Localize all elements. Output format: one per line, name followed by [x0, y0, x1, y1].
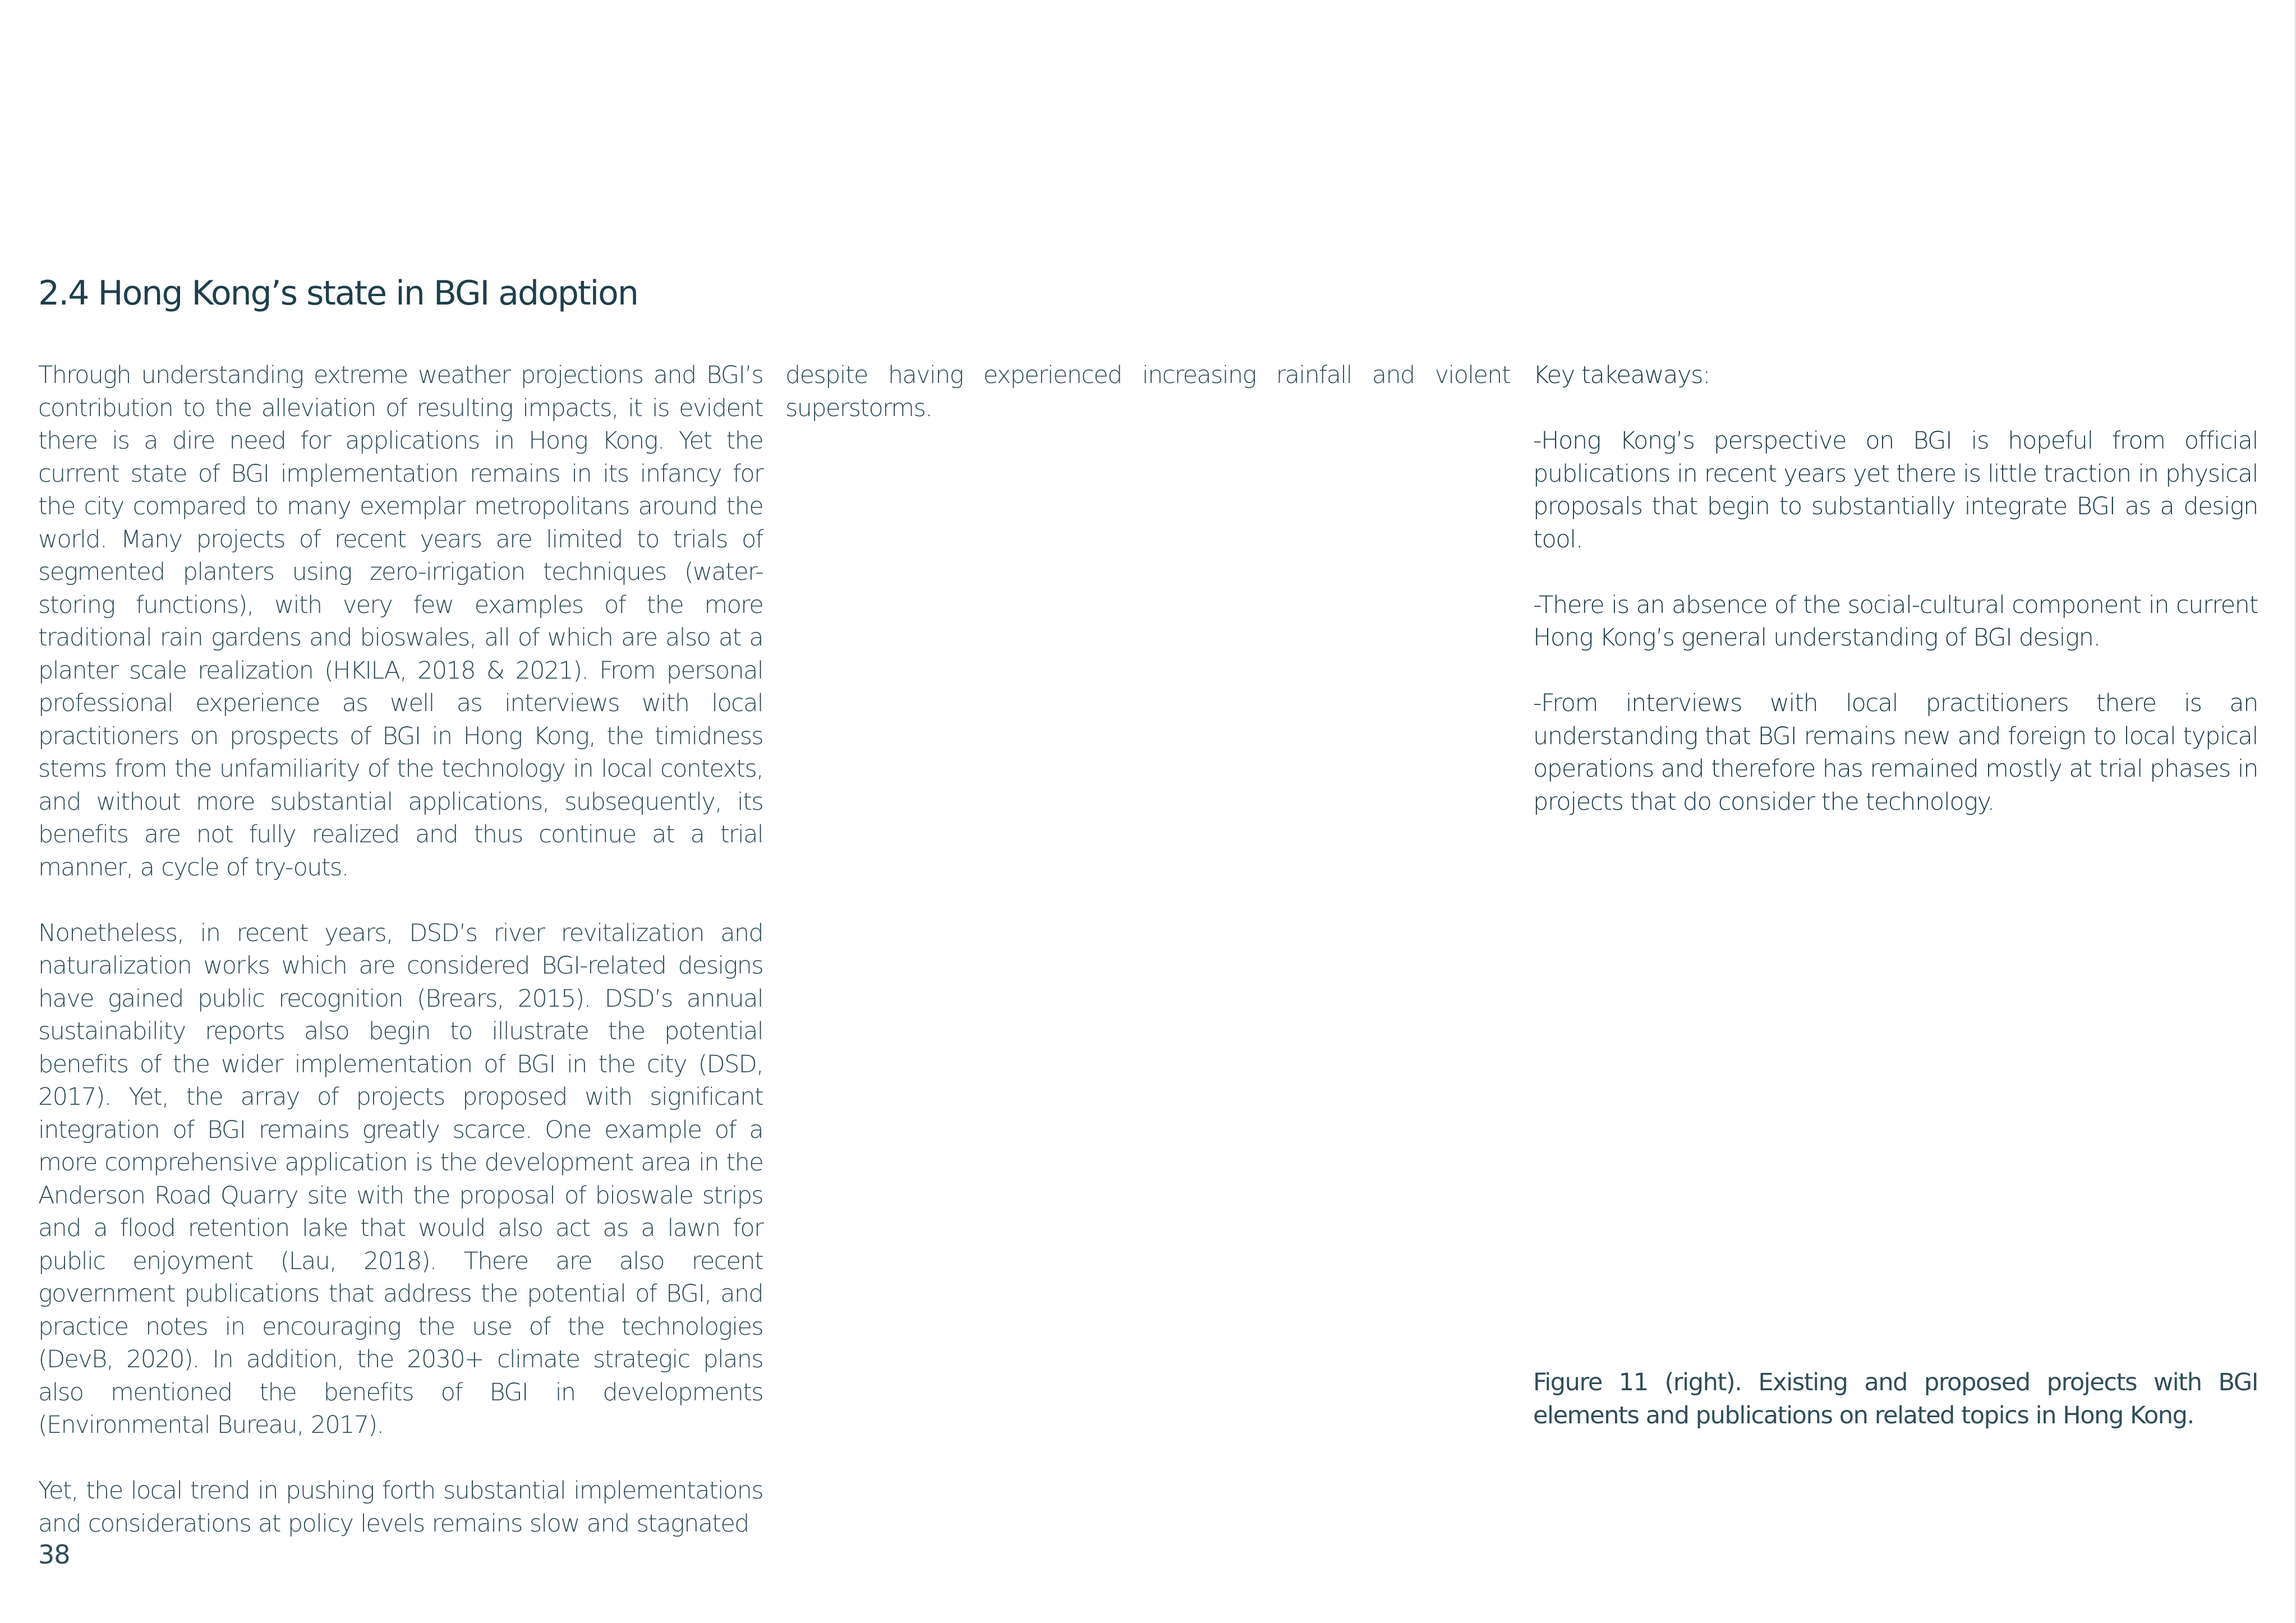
takeaway-item: -There is an absence of the social-cultural component in current Hong Kong’s general understanding of BGI design. — [1533, 591, 2258, 652]
body-column-left — [38, 359, 763, 1540]
takeaway-item: -From interviews with local practitioners there is an understanding that BGI remains new and foreign to local typical operations and therefore has remained mostly at trial phases in projects that do consider the technology. — [1533, 689, 2258, 816]
body-paragraph-2: Nonetheless, in recent years, DSD’s river revitalization and naturalization works which are considered BGI-related designs have gained public recognition (Brears, 2015). DSD’s annual sustainability reports also begin to illustrate the potential benefits of the wider implementation of BGI in the city (DSD, 2017). Yet, the array of projects proposed with significant integration of BGI remains greatly scarce. One example of a more comprehensive application is the development area in the Anderson Road Quarry site with the proposal of bioswale strips and a flood retention lake that would also act as a lawn for public enjoyment (Lau, 2018). There are also recent government publications that address the potential of BGI, and practice notes in encouraging the use of the technologies (DevB, 2020). In addition, the 2030+ climate strategic plans also mentioned the benefits of BGI in developments (Environmental Bureau, 2017). — [38, 919, 763, 1439]
takeaway-item: -Hong Kong’s perspective on BGI is hopeful from official publications in recent years yet there is little traction in physical proposals that begin to substantially integrate BGI as a design tool. — [1533, 427, 2258, 554]
body-column-middle — [785, 359, 1510, 425]
body-paragraph-3: Yet, the local trend in pushing forth substantial implementations and considerations at policy levels remains slow and stagnated — [38, 1477, 763, 1538]
section-title: 2.4 Hong Kong’s state in BGI adoption — [38, 274, 638, 313]
page-number: 38 — [38, 1539, 70, 1570]
key-takeaways-title: Key takeaways: — [1533, 361, 1710, 389]
key-takeaways-panel — [1533, 359, 2258, 818]
body-paragraph-1: Through understanding extreme weather projections and BGI’s contribution to the alleviation of resulting impacts, it is evident there is a dire need for applications in Hong Kong. Yet the current state of BGI implementation remains in its infancy for the city compared to many exemplar metropolitans around the world. Many projects of recent years are limited to trials of segmented planters using zero-irrigation techniques (water-storing functions), with very few examples of the more traditional rain gardens and bioswales, all of which are also at a planter scale realization (HKILA, 2018 & 2021). From personal professional experience as well as interviews with local practitioners on prospects of BGI in Hong Kong, the timidness stems from the unfamiliarity of the technology in local contexts, and without more substantial applications, subsequently, its benefits are not fully realized and thus continue at a trial manner, a cycle of try-outs. — [38, 361, 763, 882]
body-paragraph-3-continued: despite having experienced increasing rainfall and violent superstorms. — [785, 361, 1510, 422]
figure-caption: Figure 11 (right). Existing and proposed projects with BGI elements and publications on related topics in Hong Kong. — [1533, 1368, 2258, 1430]
